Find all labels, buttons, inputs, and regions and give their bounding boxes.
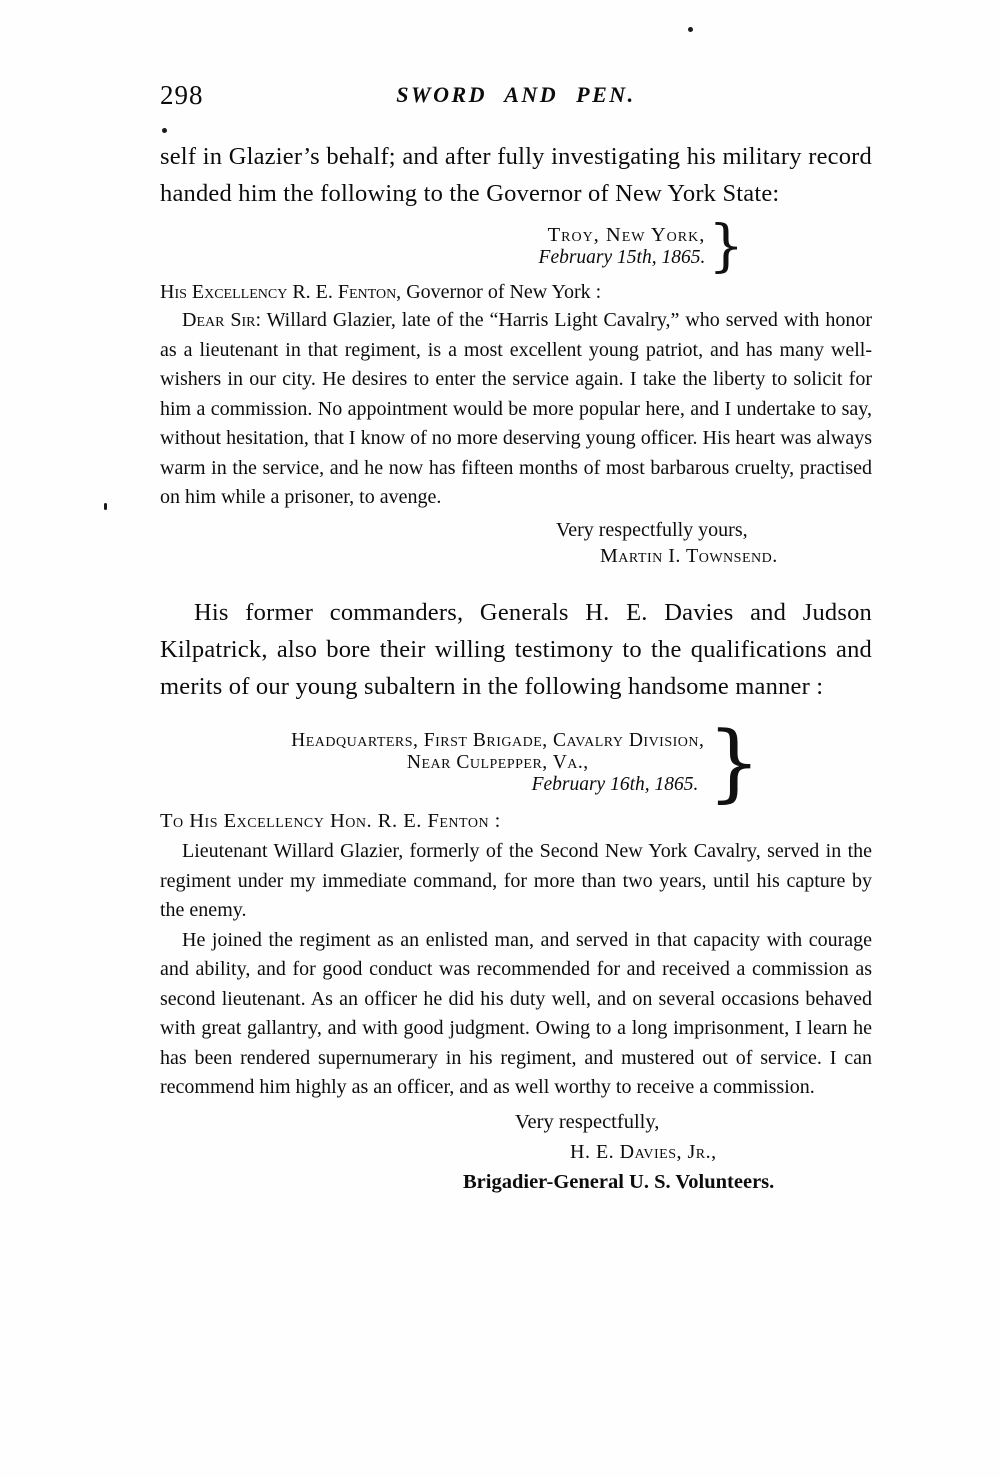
scan-artifact-dot (104, 503, 107, 510)
brace-icon: } (708, 214, 744, 279)
letter2-signature-name: H. E. Davies, Jr., (570, 1140, 717, 1163)
letter1-signature: Martin I. Townsend. (600, 544, 778, 567)
page-content (160, 80, 872, 1197)
letter2-heading-line2: Near Culpepper, Va., (406, 751, 589, 773)
letter1-salutation: Dear Sir: (182, 309, 262, 332)
running-title: SWORD AND PEN. (396, 82, 636, 107)
page-number: 298 (160, 80, 204, 110)
intro-paragraph: self in Glazier’s behalf; and after fully investigating his military record handed him the following to the Governor of New York State: (160, 143, 872, 207)
letter1-address-rest: Governor of New York : (401, 281, 602, 304)
letter1-dateline-lines (539, 224, 706, 269)
letter2-signature-title: Brigadier-General U. S. Volunteers. (463, 1170, 775, 1193)
transition-paragraph: His former commanders, Generals H. E. Davies and Judson Kilpatrick, also bore their willing testimony to the qualifications and merits of our young subaltern in the following handsome manner : (160, 598, 872, 700)
letter2-address: To His Excellency Hon. R. E. Fenton : (160, 810, 501, 833)
letter1-address-name: His Excellency R. E. Fenton, (160, 281, 402, 304)
letter2-heading (160, 712, 872, 811)
letter2-heading-line1: Headquarters, First Brigade, Cavalry Division, (291, 729, 705, 751)
letter1-dateline-place: Troy, New York, (547, 224, 706, 247)
letter2-heading-date: February 16th, 1865. (531, 773, 699, 795)
letter1-dateline-date: February 15th, 1865. (538, 247, 706, 269)
scan-artifact-dot (688, 27, 693, 32)
letter1-address (160, 281, 872, 304)
letter2-paragraph-1: Lieutenant Willard Glazier, formerly of the Second New York Cavalry, served in the regiment under my immediate command, for more than two years, until his capture by the enemy. (160, 840, 872, 922)
letter1-valediction: Very respectfully yours, (556, 518, 748, 541)
letter1-dateline (160, 214, 872, 279)
letter1-body-text: Willard Glazier, late of the “Harris Light Cavalry,” who served with honor as a lieutenant in that regiment, is a most excellent young patriot, and has many well-wishers in our city. He desires to enter the service again. I take the liberty to solicit for him a commission. No appointment would be more popular here, and I undertake to say, without hesitation, that I know of no more deserving young officer. His heart was always warm in the service, and he now has fifteen months of most barbarous cruelty, practised on him while a prisoner, to avenge. (160, 309, 872, 509)
letter1-body (160, 306, 872, 513)
letter2-heading-lines (291, 730, 704, 796)
letter2-valediction: Very respectfully, (515, 1110, 660, 1133)
running-head (160, 80, 872, 116)
letter2-paragraph-2: He joined the regiment as an enlisted man, and served in that capacity with courage and ability, and for good conduct was recommended for and received a commission as second lieutenant. As an officer he did his duty well, and on several occasions behaved with great gallantry, and with good judgment. Owing to a long imprisonment, I learn he has been rendered supernumerary in his regiment, and mustered out of service. I can recommend him highly as an officer, and as well worthy to receive a commission. (160, 928, 872, 1099)
brace-icon: } (707, 712, 761, 811)
